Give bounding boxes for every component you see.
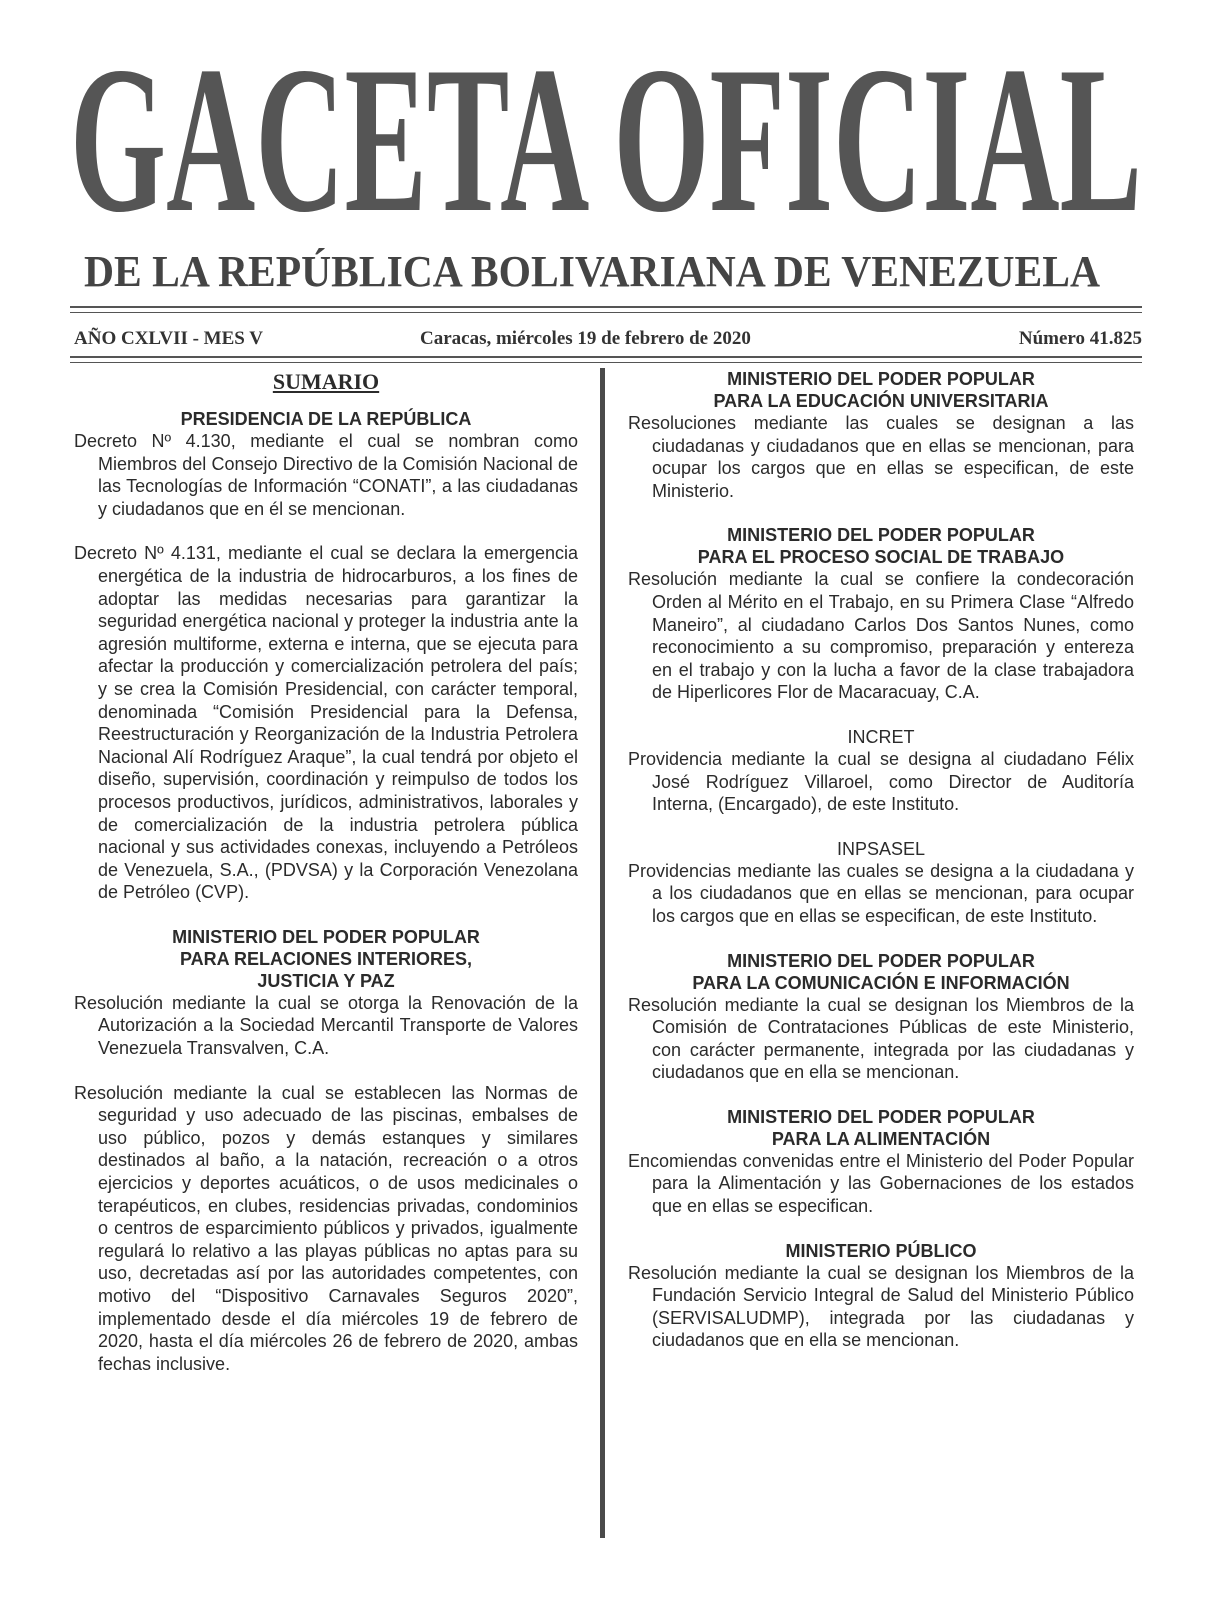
summary-entry: Resolución mediante la cual se designan los Miembros de la Comisión de Contrataciones Públicas de este Ministerio, con carácter permanente, integrada por las ciudadanas y ciudadanos que en ella se mencionan. [628, 994, 1134, 1083]
summary-entry: Resolución mediante la cual se designan los Miembros de la Fundación Servicio Integral de Salud del Ministerio Público (SERVISALUDMP), integrada por las ciudadanas y ciudadanos que en ella se mencionan. [628, 1262, 1134, 1351]
summary-title: SUMARIO [272, 369, 380, 394]
summary-entry: Decreto Nº 4.130, mediante el cual se nombran como Miembros del Consejo Directivo de la Comisión Nacional de las Tecnologías de Información “CONATI”, a las ciudadanas y ciudadanos que en él se mencionan. [74, 431, 578, 519]
summary-left-column [74, 368, 578, 1375]
issue-year-month: AÑO CXLVII - MES V [74, 328, 263, 349]
section-alimentacion [628, 1106, 1134, 1218]
section-heading-line: PARA LA COMUNICACIÓN E INFORMACIÓN [692, 972, 1070, 993]
section-heading-line: PARA EL PROCESO SOCIAL DE TRABAJO [697, 547, 1065, 568]
issue-date: Caracas, miércoles 19 de febrero de 2020 [420, 328, 751, 349]
header-rule-bottom-thin [70, 362, 1142, 363]
section-heading: INPSASEL [836, 838, 926, 859]
summary-entry: Decreto Nº 4.131, mediante el cual se declara la emergencia energética de la industria de hidrocarburos, a los fines de adoptar las medidas necesarias para garantizar la seguridad energética nacional y proteger la industria ante la agresión multiforme, externa e interna, que se ejecuta para afectar la producción y comercialización petrolera del país; y se crea la Comisión Presidencial, con carácter temporal, denominada “Comisión Presidencial para la Defensa, Reestructuración y Reorganización de la Industria Petrolera Nacional Alí Rodríguez Araque”, la cual tendrá por objeto el diseño, supervisión, coordinación y reimpulso de todos los procesos productivos, jurídicos, administrativos, laborales y de comercialización de la industria petrolera pública nacional y sus actividades conexas, incluyendo a Petróleos de Venezuela, S.A., (PDVSA) y la Corporación Venezolana de Petróleo (CVP). [74, 543, 578, 903]
section-heading-line: PARA RELACIONES INTERIORES, [179, 948, 473, 969]
section-heading: MINISTERIO PÚBLICO [785, 1240, 977, 1261]
section-heading-line: MINISTERIO DEL PODER POPULAR [727, 525, 1035, 546]
masthead-title-text: GACETA OFICIAL [70, 60, 1142, 240]
summary-entry: Resolución mediante la cual se establecen las Normas de seguridad y uso adecuado de las piscinas, embalses de uso público, pozos y demás estanques y similares destinados al baño, a la natación, recreación o a otros ejercicios y deportes acuáticos, o de usos medicinales o terapéuticos, en clubes, residencias privadas, condominios o centros de esparcimiento públicos y privados, igualmente regulará lo relativo a las playas públicas no aptas para su uso, decretadas así por las autoridades competentes, con motivo del “Dispositivo Carnavales Seguros 2020”, implementado desde el día miércoles 19 de febrero de 2020, hasta el día miércoles 26 de febrero de 2020, ambas fechas inclusive. [74, 1082, 578, 1374]
summary-entry: Providencia mediante la cual se designa al ciudadano Félix José Rodríguez Villaroel, como Director de Auditoría Interna, (Encargado), de este Instituto. [628, 748, 1134, 815]
masthead-title [70, 60, 1145, 240]
section-presidencia [74, 408, 578, 904]
section-comunicacion-informacion [628, 950, 1134, 1084]
section-relaciones-interiores [74, 926, 578, 1376]
section-educacion-universitaria [628, 368, 1134, 502]
summary-entry: Resolución mediante la cual se otorga la Renovación de la Autorización a la Sociedad Mercantil Transporte de Valores Venezuela Transvalven, C.A. [74, 992, 578, 1059]
section-ministerio-publico [628, 1240, 1134, 1352]
summary-entry: Resoluciones mediante las cuales se designan a las ciudadanas y ciudadanos que en ellas se mencionan, para ocupar los cargos que en ellas se especifican, de este Ministerio. [628, 413, 1134, 501]
masthead-subtitle [70, 248, 1145, 304]
header-rule-top [70, 306, 1142, 308]
section-heading-line: MINISTERIO DEL PODER POPULAR [172, 926, 480, 947]
issue-number: Número 41.825 [1018, 328, 1142, 349]
section-heading-line: JUSTICIA Y PAZ [257, 970, 395, 991]
summary-entry: Resolución mediante la cual se confiere la condecoración Orden al Mérito en el Trabajo, en su Primera Clase “Alfredo Maneiro”, al ciudadano Carlos Dos Santos Nunes, como reconocimiento a su compromiso, preparación y entereza en el trabajo y con la lucha a favor de la clase trabajadora de Hiperlicores Flor de Macaracuay, C.A. [628, 569, 1134, 703]
section-heading-line: PARA LA ALIMENTACIÓN [771, 1128, 991, 1149]
summary-entry: Providencias mediante las cuales se designa a la ciudadana y a los ciudadanos que en ellas se mencionan, para ocupar los cargos que en ellas se especifican, de este Instituto. [628, 860, 1134, 926]
section-heading: INCRET [847, 726, 915, 747]
column-divider [600, 368, 605, 1538]
section-incret [628, 726, 1134, 816]
section-heading-line: MINISTERIO DEL PODER POPULAR [727, 950, 1035, 971]
section-heading: PRESIDENCIA DE LA REPÚBLICA [180, 409, 472, 429]
summary-entry: Encomiendas convenidas entre el Ministerio del Poder Popular para la Alimentación y las Gobernaciones de los estados que en ellas se especifican. [628, 1150, 1134, 1217]
section-heading-line: MINISTERIO DEL PODER POPULAR [727, 369, 1035, 389]
section-heading-line: MINISTERIO DEL PODER POPULAR [727, 1106, 1035, 1127]
section-proceso-social-trabajo [628, 524, 1134, 704]
section-heading-line: PARA LA EDUCACIÓN UNIVERSITARIA [713, 391, 1049, 411]
summary-right-column [628, 368, 1134, 1352]
masthead-subtitle-text: DE LA REPÚBLICA BOLIVARIANA DE VENEZUELA [84, 248, 1101, 296]
header-rule-bottom [70, 356, 1142, 358]
section-inpsasel [628, 838, 1134, 928]
header-rule-top-thin [70, 312, 1142, 313]
issue-info-bar [74, 328, 1142, 356]
